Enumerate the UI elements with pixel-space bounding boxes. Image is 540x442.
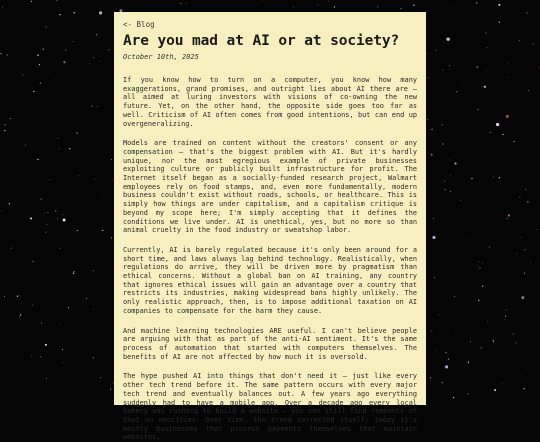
star: [493, 342, 494, 343]
star: [482, 263, 483, 264]
star: [37, 55, 38, 56]
star: [23, 319, 24, 320]
star: [62, 349, 63, 350]
star: [186, 3, 187, 4]
blog-post-card: [114, 12, 426, 442]
star: [334, 6, 335, 7]
star: [65, 49, 66, 50]
star: [73, 41, 74, 42]
star: [502, 383, 503, 384]
post-body: [123, 76, 417, 442]
star: [9, 203, 10, 204]
star: [530, 262, 531, 263]
star: [4, 296, 5, 297]
star: [513, 334, 514, 335]
star: [493, 176, 494, 177]
star: [74, 12, 75, 13]
star: [513, 302, 514, 303]
star: [89, 63, 90, 64]
star: [432, 128, 433, 129]
star: [470, 341, 471, 342]
star: [496, 123, 499, 126]
star: [499, 22, 500, 23]
star: [102, 196, 103, 197]
star: [524, 249, 525, 250]
star: [57, 218, 58, 219]
star: [69, 148, 70, 149]
star: [454, 162, 456, 164]
star: [33, 91, 34, 92]
star: [508, 63, 509, 64]
star: [400, 8, 401, 9]
star: [55, 210, 56, 211]
star: [49, 73, 50, 74]
star: [444, 46, 445, 47]
star: [33, 261, 34, 262]
post-paragraph: Models are trained on content without the creators' consent or any compensation — that's the biggest problem with AI. But it's hardly unique, nor the most egregious example of private businesses exploiting culture or publicly built infrastructure for profit. The Internet itself began as a socially-funded research project, Walmart employees rely on food stamps, and, even more fundamentally, modern business couldn't exist without roads, schools, or healthcare. This is simply how things are under capitalism, and a capitalism critique is beyond my scope here; I'm simply accepting that it defines the conditions we live under. AI is unethical, yes, but no more so than animal cruelty in the food industry or sweatshop labor.: [123, 139, 417, 235]
star: [478, 109, 479, 110]
post-paragraph: Currently, AI is barely regulated because it's only been around for a short time, and laws always lag behind technology. Realistically, when regulations do arrive, they will be driven more by pragmatism than ethical concerns. Without a global ban on AI training, any country that ignores ethical issues will gain an advantage over a country that restricts its industries, making widespread bans highly unlikely. The only realistic approach, then, is to impose additional taxation on AI companies to compensate for the harm they cause.: [123, 245, 417, 315]
star: [456, 91, 457, 92]
star: [31, 1, 32, 2]
star: [56, 0, 57, 1]
star: [444, 181, 445, 182]
star: [442, 124, 443, 125]
star: [93, 270, 94, 271]
star: [467, 393, 468, 394]
star: [505, 316, 506, 317]
star: [11, 247, 12, 248]
star: [484, 86, 486, 88]
star: [41, 322, 42, 323]
post-paragraph: And machine learning technologies ARE useful. I can't believe people are arguing with that as part of the anti-AI sentiment. It's the same process of automation that started with computers themselves. The benefits of AI are not affected by how much it is oversold.: [123, 326, 417, 361]
star: [506, 218, 507, 219]
star: [40, 83, 41, 84]
star: [445, 189, 446, 190]
star: [431, 330, 432, 331]
post-title: Are you mad at AI or at society?: [123, 33, 400, 49]
star: [502, 134, 503, 135]
star: [31, 356, 32, 357]
star: [513, 141, 514, 142]
back-to-blog-link[interactable]: <- Blog: [123, 20, 155, 29]
star: [478, 261, 479, 262]
star: [428, 77, 429, 78]
star: [19, 316, 20, 317]
star: [59, 148, 60, 149]
star: [46, 378, 47, 379]
star: [438, 314, 439, 315]
star: [44, 213, 45, 214]
star: [489, 246, 490, 247]
star: [63, 61, 65, 63]
star: [516, 253, 517, 254]
star: [446, 38, 449, 41]
star: [111, 237, 112, 238]
star: [262, 0, 263, 1]
star: [0, 53, 1, 54]
star: [462, 82, 463, 83]
star: [442, 143, 443, 144]
star: [112, 180, 113, 181]
star: [49, 179, 50, 180]
star: [465, 238, 466, 239]
star: [94, 179, 95, 180]
star: [445, 176, 446, 177]
star: [73, 271, 74, 272]
star: [506, 115, 509, 118]
star: [478, 300, 479, 301]
star: [479, 267, 480, 268]
star: [180, 3, 181, 4]
star: [453, 397, 454, 398]
star: [102, 230, 103, 231]
star: [437, 351, 438, 352]
star: [1, 210, 2, 211]
post-paragraph: If you know how to turn on a computer, you know how many exaggerations, grand promises, and outright lies about AI there are — all aimed at luring investors with visions of co-owning the new future. Yet, on the other hand, the opposite side goes too far as well. Criticism of AI often comes from good intentions, but can end up overgeneralizing.: [123, 76, 417, 128]
star: [476, 2, 477, 3]
star: [485, 32, 486, 33]
star: [33, 305, 34, 306]
star: [4, 124, 5, 125]
star: [4, 130, 5, 131]
star: [20, 314, 21, 315]
star: [432, 129, 433, 130]
star: [450, 191, 451, 192]
star: [442, 70, 443, 71]
star: [504, 319, 505, 320]
star: [433, 218, 434, 219]
star: [99, 11, 102, 14]
star: [111, 159, 112, 160]
star: [328, 1, 329, 2]
star: [521, 374, 522, 375]
star: [454, 296, 455, 297]
post-date: October 10th, 2025: [123, 53, 199, 61]
star: [10, 118, 11, 119]
star: [486, 70, 487, 71]
star: [525, 189, 526, 190]
star: [60, 248, 61, 249]
star: [450, 175, 451, 176]
star: [77, 336, 78, 337]
star: [47, 212, 48, 213]
star: [7, 54, 8, 55]
star: [434, 277, 435, 278]
star: [519, 197, 520, 198]
star: [37, 159, 38, 160]
star: [413, 5, 414, 6]
star: [442, 382, 443, 383]
star: [25, 145, 26, 146]
star: [453, 7, 454, 8]
star: [26, 399, 27, 400]
star: [521, 237, 522, 238]
star: [519, 40, 520, 41]
star: [40, 356, 41, 357]
star: [59, 14, 60, 15]
star: [17, 296, 18, 297]
star: [64, 338, 65, 339]
star: [317, 4, 318, 5]
star: [537, 229, 538, 230]
star: [431, 154, 433, 156]
star: [509, 77, 510, 78]
post-paragraph: The hype pushed AI into things that don't need it — just like every other tech trend before it. The same pattern occurs with every major tech trend and eventually balances out. A few years ago everything suddenly had to have a mobile app. Over a decade ago every local bakery was rushing to build a website — you can still find remnants of that on neocities. Over time, the trend corrected itself: today it's mostly businesses that process payments themselves that maintain websites,: [123, 372, 417, 442]
star: [430, 377, 431, 378]
star: [468, 362, 469, 363]
star: [515, 343, 516, 344]
star: [100, 61, 101, 62]
star: [445, 365, 448, 368]
star: [481, 347, 482, 348]
star: [449, 65, 450, 66]
star: [508, 214, 510, 216]
star: [494, 389, 496, 391]
star: [93, 357, 94, 358]
star: [435, 50, 436, 51]
star: [471, 178, 472, 179]
star: [45, 232, 46, 233]
star: [110, 389, 111, 390]
star: [78, 175, 79, 176]
star: [22, 74, 23, 75]
star: [533, 44, 534, 45]
star: [487, 321, 488, 322]
star: [477, 66, 478, 67]
star: [86, 298, 87, 299]
star: [466, 170, 467, 171]
star: [527, 201, 529, 203]
star: [432, 236, 435, 239]
star: [448, 333, 449, 334]
star: [293, 6, 294, 7]
star: [449, 159, 450, 160]
star: [377, 6, 378, 7]
star: [2, 7, 3, 8]
star: [68, 307, 69, 308]
star: [77, 230, 78, 231]
star: [448, 359, 449, 360]
star: [57, 138, 58, 139]
star: [45, 344, 47, 346]
star: [477, 265, 478, 266]
star: [526, 13, 527, 14]
star: [77, 132, 78, 133]
star: [46, 26, 47, 27]
star: [96, 34, 97, 35]
star: [498, 4, 500, 6]
star: [63, 219, 66, 222]
star: [73, 273, 74, 274]
star: [521, 296, 524, 299]
star: [91, 106, 92, 107]
star: [490, 132, 491, 133]
star: [100, 377, 101, 378]
star: [30, 217, 32, 219]
star: [41, 199, 42, 200]
star: [97, 106, 98, 107]
star: [63, 362, 64, 363]
star: [427, 119, 428, 120]
star: [108, 49, 109, 50]
star: [461, 200, 462, 201]
star: [19, 295, 20, 296]
star: [47, 224, 48, 225]
star: [446, 352, 447, 353]
star: [482, 285, 483, 286]
star: [477, 150, 478, 151]
star: [49, 344, 50, 345]
star: [93, 308, 94, 309]
star: [43, 48, 44, 49]
star: [524, 273, 525, 274]
star: [93, 58, 94, 59]
star: [528, 90, 529, 91]
star: [524, 388, 525, 389]
star: [499, 177, 500, 178]
star: [487, 47, 488, 48]
star: [63, 214, 64, 215]
star: [493, 340, 494, 341]
star: [59, 323, 60, 324]
star: [505, 310, 506, 311]
star: [39, 64, 40, 65]
